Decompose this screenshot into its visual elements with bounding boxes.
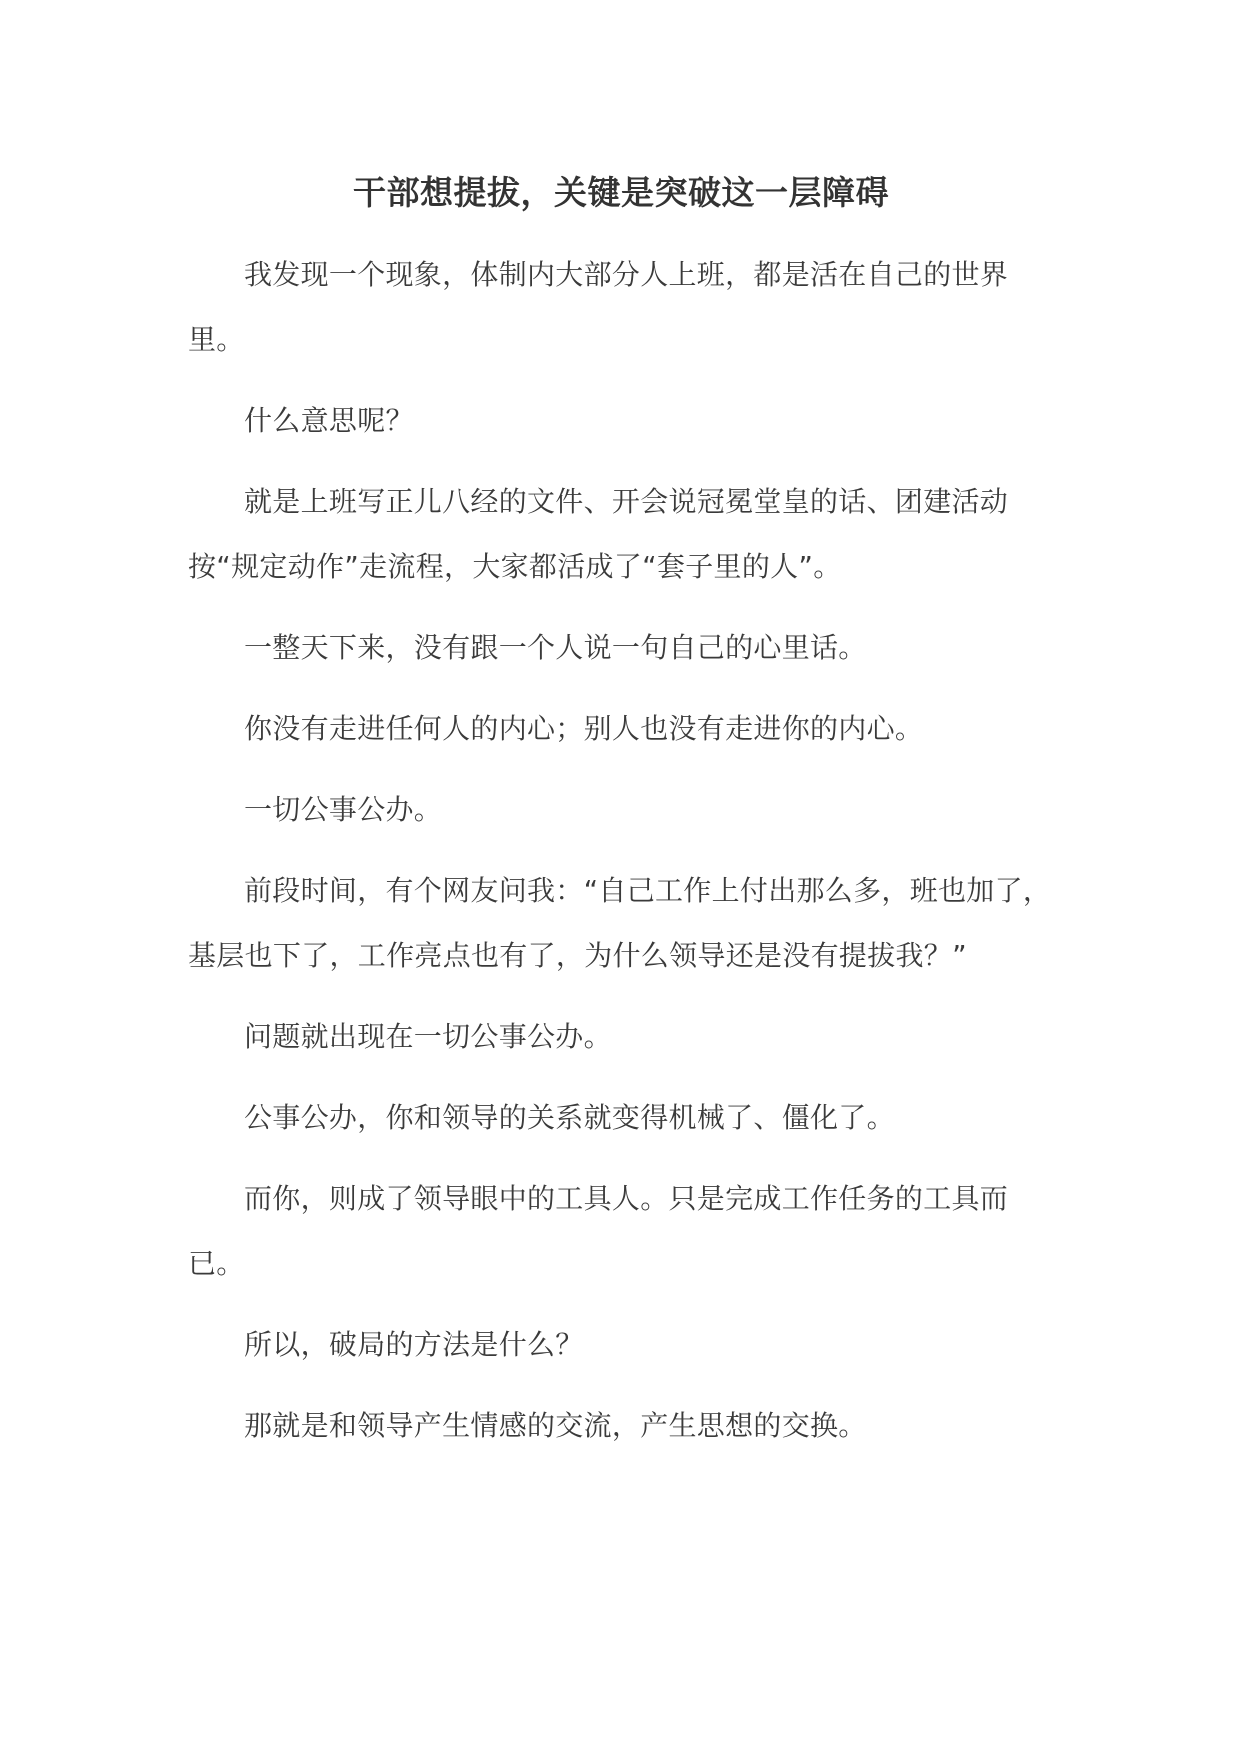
- paragraph: 我发现一个现象，体制内大部分人上班，都是活在自己的世界里。: [188, 258, 1009, 356]
- paragraph: 那就是和领导产生情感的交流，产生思想的交换。: [244, 1409, 867, 1442]
- paragraph: 你没有走进任何人的内心；别人也没有走进你的内心。: [244, 712, 924, 745]
- paragraph: 公事公办，你和领导的关系就变得机械了、僵化了。: [244, 1101, 895, 1134]
- paragraph: 所以，破局的方法是什么？: [244, 1328, 584, 1361]
- paragraph: 一整天下来，没有跟一个人说一句自己的心里话。: [244, 631, 867, 664]
- paragraph: 什么意思呢？: [244, 404, 414, 437]
- document-body: [188, 168, 1054, 1474]
- paragraph: 一切公事公办。: [244, 793, 443, 826]
- paragraph: 前段时间，有个网友问我：“自己工作上付出那么多，班也加了，基层也下了，工作亮点也有了，为什么领导还是没有提拔我？”: [188, 874, 1052, 972]
- paragraph: 而你，则成了领导眼中的工具人。只是完成工作任务的工具而已。: [188, 1182, 1009, 1280]
- paragraph: 问题就出现在一切公事公办。: [244, 1020, 612, 1053]
- document-title: 干部想提拔，关键是突破这一层障碍: [353, 173, 889, 212]
- paragraph: 就是上班写正儿八经的文件、开会说冠冕堂皇的话、团建活动按“规定动作”走流程，大家都活成了“套子里的人”。: [188, 485, 1009, 583]
